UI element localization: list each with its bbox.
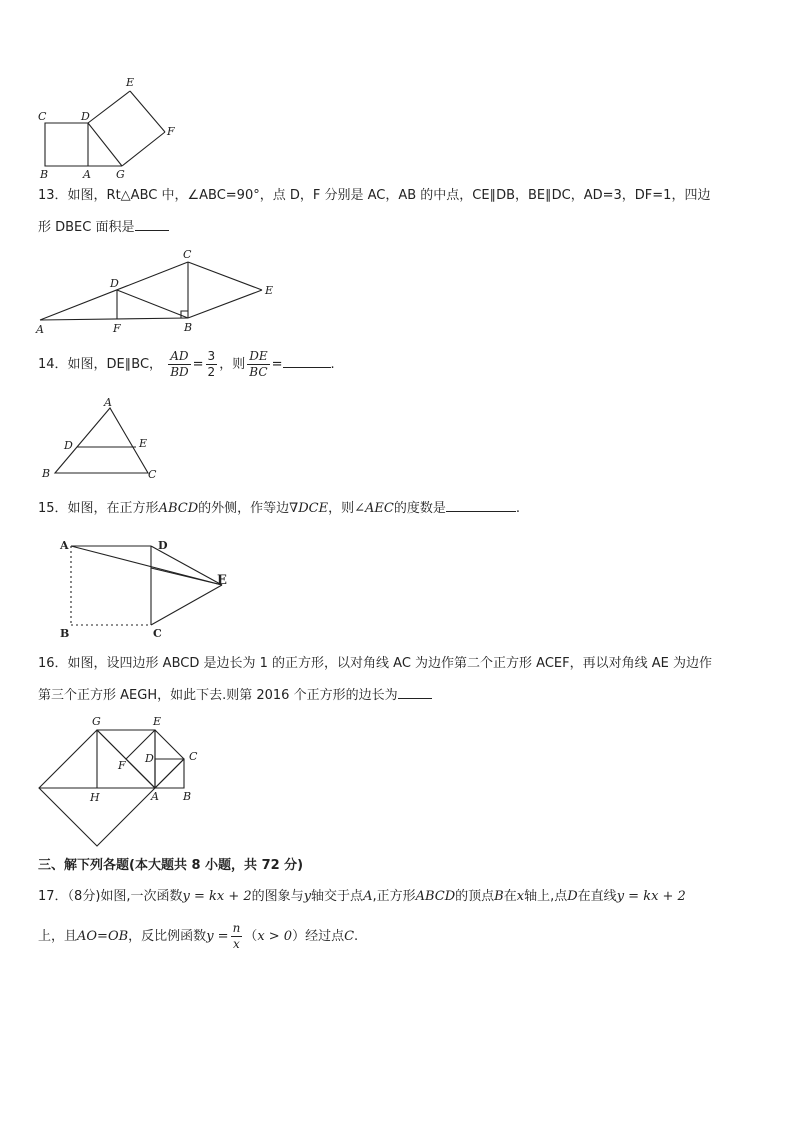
q14-mid: ，则 (219, 357, 246, 372)
answer-blank-q16[interactable] (398, 686, 432, 699)
math-abcd: ABCD (158, 501, 199, 516)
q17-text: ,正方形 (372, 889, 416, 904)
label-b: B (42, 467, 51, 480)
section-heading: 三、解下列各题(本大题共 8 小题，共 72 分) (38, 858, 304, 873)
label-f: F (167, 125, 175, 138)
q16-line2 (38, 686, 432, 705)
q17-text: ）经过点 (292, 929, 345, 944)
segment-ce-q13 (188, 262, 262, 290)
q15-text: ，则 (328, 501, 355, 516)
q14-period: . (330, 357, 335, 372)
triangle-abc-q14 (55, 408, 148, 473)
q15-number: 15． (38, 501, 68, 516)
square-abcd-q12 (45, 123, 88, 166)
label-a: A (104, 396, 112, 409)
q17-text: 轴交于点 (311, 889, 364, 904)
label-h: H (90, 791, 100, 804)
segment-be-q13 (188, 290, 262, 318)
fraction-numerator: AD (168, 349, 190, 365)
q16-text-line2: 第三个正方形 AEGH，如此下去.则第 2016 个正方形的边长为 (38, 688, 398, 703)
math-point-c: C (344, 929, 355, 944)
q16-text-line1: 如图，设四边形 ABCD 是边长为 1 的正方形，以对角线 AC 为边作第二个正方形 ACEF，再以对角线 AE 为边作 (67, 656, 712, 671)
fraction-ad-bd (168, 349, 190, 380)
q16-number: 16． (38, 656, 68, 671)
q17-text: ，反比例函数 (128, 929, 207, 944)
label-e: E (126, 76, 135, 89)
segment-de-q12 (88, 91, 130, 123)
q15-period: . (515, 501, 520, 516)
fraction-denominator: 2 (207, 365, 216, 379)
fraction-numerator: n (232, 921, 241, 935)
segment-ae-q15 (71, 546, 222, 585)
segment-fg-q12 (122, 132, 165, 166)
right-angle-mark-q13 (181, 311, 188, 318)
fraction-n-x (231, 921, 243, 952)
label-c: C (183, 248, 192, 261)
answer-blank-q15[interactable] (446, 499, 516, 512)
answer-blank-q13[interactable] (135, 218, 169, 231)
label-e: E (265, 284, 274, 297)
label-d: D (64, 439, 73, 452)
q14-number: 14． (38, 357, 68, 372)
diagonal-ag-q16 (97, 730, 155, 788)
math-y-equals: y = (206, 929, 229, 944)
label-e: E (153, 715, 162, 728)
q17-number: 17． (38, 889, 68, 904)
answer-blank-q14[interactable] (283, 355, 331, 368)
q17-line1 (38, 888, 686, 906)
label-a: A (151, 790, 159, 803)
q17-text: （ (244, 929, 258, 944)
q17-text: 在 (503, 889, 517, 904)
q15-line (38, 499, 520, 518)
label-a: A (60, 539, 69, 552)
label-f: F (113, 322, 121, 335)
math-point-a: A (363, 889, 373, 904)
fraction-numerator: 3 (207, 349, 216, 363)
square-fourth-q16 (39, 730, 155, 846)
label-b: B (40, 168, 49, 181)
q15-text: 的度数是 (393, 501, 446, 516)
math-y: y (303, 889, 312, 904)
fraction-numerator: DE (249, 349, 268, 363)
fraction-denominator: BC (249, 365, 268, 379)
q15-text: 如图，在正方形 (67, 501, 159, 516)
segment-ab-q13 (40, 318, 188, 320)
label-c: C (153, 627, 162, 640)
label-c: C (38, 110, 47, 123)
square-abcd-q16 (155, 759, 184, 788)
label-d: D (81, 110, 90, 123)
math-triangle-dce: ∇DCE (289, 501, 329, 516)
segment-ce-q15 (151, 585, 222, 625)
label-b: B (60, 627, 70, 640)
label-g: G (116, 168, 125, 181)
q15-text: 的外侧，作等边 (198, 501, 290, 516)
math-condition: AO=OB (77, 929, 129, 944)
label-b: B (183, 790, 192, 803)
fraction-de-bc (247, 349, 269, 380)
equals-sign: = (271, 357, 283, 372)
math-x: x (516, 889, 525, 904)
q17-text: 的顶点 (455, 889, 495, 904)
diagonal-ac-q16 (155, 759, 184, 788)
segment-ef-q12 (130, 91, 165, 132)
fraction-3-2 (206, 349, 218, 380)
math-x-condition: x > 0 (257, 929, 293, 944)
math-linear-function: y = kx + 2 (182, 889, 252, 904)
label-d: D (110, 277, 119, 290)
square-acef-q16 (126, 730, 184, 788)
q13-line1 (38, 187, 710, 205)
segment-ac-q13 (40, 262, 188, 320)
segment-db-q13 (117, 290, 188, 318)
label-g: G (92, 715, 101, 728)
label-d: D (158, 539, 168, 552)
q17-text: 在直线 (577, 889, 617, 904)
q13-text-line1: 如图，Rt△ABC 中，∠ABC=90°，点 D，F 分别是 AC，AB 的中点，CE∥DB，BE∥DC，AD=3，DF=1，四边 (67, 188, 711, 203)
q17-text: 的图象与 (251, 889, 304, 904)
fraction-denominator: x (233, 937, 240, 951)
math-point-d: D (567, 889, 578, 904)
label-c: C (189, 750, 198, 763)
q13-line2 (38, 218, 169, 237)
math-angle-aec: ∠AEC (354, 501, 394, 516)
math-point-b: B (494, 889, 504, 904)
label-d: D (145, 752, 154, 765)
q17-text: （8分)如图,一次函数 (67, 889, 183, 904)
label-e: E (139, 437, 148, 450)
label-c: C (148, 468, 157, 481)
q17-text: . (354, 929, 359, 944)
q17-text: 轴上,点 (524, 889, 568, 904)
segment-dg-q12 (88, 123, 122, 166)
label-a: A (83, 168, 91, 181)
label-e: E (217, 573, 227, 588)
math-abcd: ABCD (415, 889, 456, 904)
q17-line2 (38, 920, 358, 954)
segment-ec-inner-q15 (151, 568, 222, 585)
math-linear-function-2: y = kx + 2 (616, 889, 686, 904)
fraction-denominator: BD (170, 365, 189, 379)
segment-de-q15 (151, 546, 222, 585)
equals-sign: = (192, 357, 204, 372)
label-f: F (118, 759, 126, 772)
q13-text-line2: 形 DBEC 面积是 (38, 220, 135, 235)
q16-line1 (38, 655, 712, 673)
label-a: A (36, 323, 44, 336)
q14-pre: 如图，DE∥BC， (67, 357, 163, 372)
label-b: B (184, 321, 193, 334)
square-aegh-q16 (97, 730, 155, 788)
q13-number: 13． (38, 188, 68, 203)
q14-line (38, 348, 335, 382)
q17-text: 上，且 (38, 929, 78, 944)
